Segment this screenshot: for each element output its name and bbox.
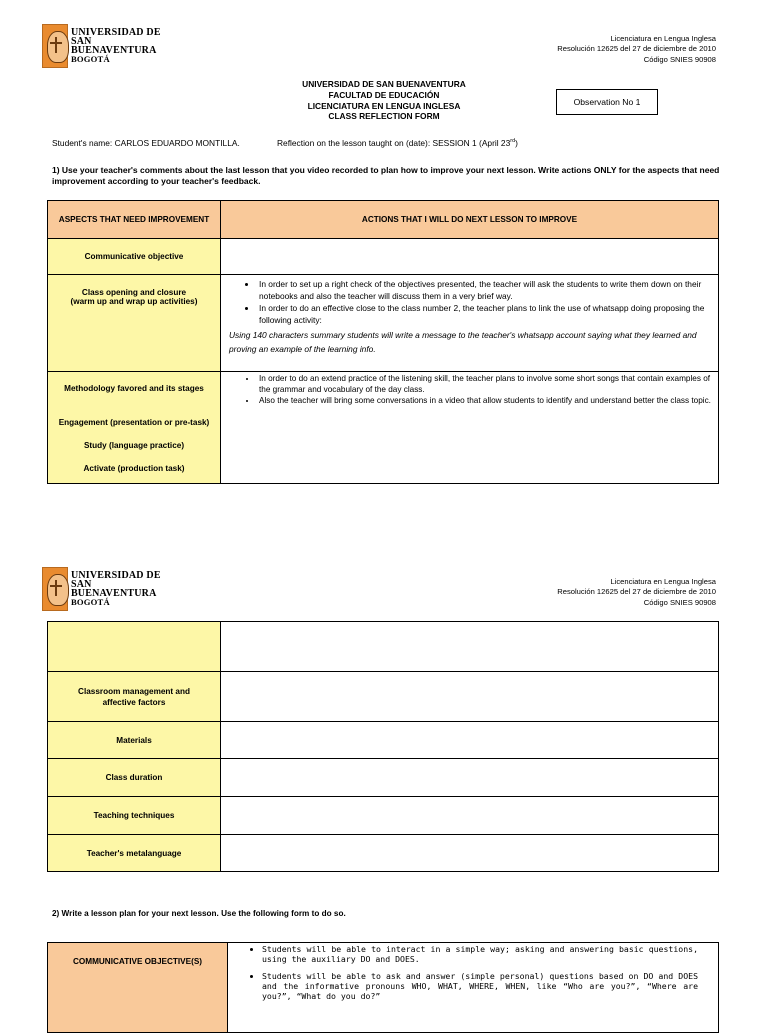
whatsapp-activity: Using 140 characters summary students will write a message to the teacher's whatsapp account saying what they learned and proving an example of the learning info. (229, 330, 697, 354)
reflection-date: Reflection on the lesson taught on (date): SESSION 1 (April 23rd) (277, 138, 518, 148)
list-item: • Also the teacher will bring some conversations in a video that allow students to identify and understand better the class topic. (257, 396, 718, 407)
table-row (48, 943, 719, 1033)
aspect-teaching-techniques: Teaching techniques (48, 797, 221, 835)
objectives-cell[interactable] (228, 943, 719, 1033)
action-list (221, 374, 718, 406)
table-row (48, 672, 719, 722)
improvement-table-continued (47, 621, 719, 872)
action-cell[interactable] (221, 797, 719, 835)
program-info-page2: Licenciatura en Lengua Inglesa Resolución 12625 del 27 de diciembre de 2010 Código SNIES 90908 (557, 577, 716, 607)
aspect-classroom-management: Classroom management and affective factors (48, 672, 221, 722)
table-row (48, 239, 719, 275)
list-item: • In order to do an extend practice of the listening skill, the teacher plans to involve some short songs that contain examples of the grammar and vocabulary of the day class. (257, 374, 718, 396)
table-row (48, 275, 719, 372)
aspect-materials: Materials (48, 722, 221, 759)
table-row (48, 797, 719, 835)
aspect-teacher-metalanguage: Teacher's metalanguage (48, 835, 221, 872)
action-list (221, 278, 718, 326)
list-item: • In order to do an effective close to the class number 2, the teacher plans to link the use of whatsapp doing proposing the following activity: (257, 302, 718, 326)
aspect-class-opening: Class opening and closure (warm up and wrap up activities) (48, 275, 221, 372)
action-cell[interactable] (221, 372, 719, 484)
table-row (48, 372, 719, 484)
university-seal-icon (42, 567, 68, 611)
action-cell[interactable] (221, 835, 719, 872)
action-cell[interactable] (221, 239, 719, 275)
improvement-table (47, 200, 719, 484)
action-cell[interactable] (221, 672, 719, 722)
university-seal-icon (42, 24, 68, 68)
actions-header: ACTIONS THAT I WILL DO NEXT LESSON TO IMPROVE (221, 201, 719, 239)
table-row (48, 722, 719, 759)
university-logo-page2 (42, 565, 164, 613)
lesson-plan-table (47, 942, 719, 1033)
aspect-methodology: Methodology favored and its stages Engagement (presentation or pre-task) Study (language practice) Activate (production task) (48, 372, 221, 484)
question-2: 2) Write a lesson plan for your next lesson. Use the following form to do so. (52, 909, 346, 918)
action-cell[interactable] (221, 622, 719, 672)
observation-number: Observation No 1 (556, 89, 658, 115)
table-row (48, 622, 719, 672)
aspect-class-duration: Class duration (48, 759, 221, 797)
list-item: • In order to set up a right check of the objectives presented, the teacher will ask the students to write them down on their notebooks and also the teacher will discuss them in a very brief way. (257, 278, 718, 302)
action-cell[interactable] (221, 275, 719, 372)
form-title: UNIVERSIDAD DE SAN BUENAVENTURA FACULTAD DE EDUCACIÓN LICENCIATURA EN LENGUA INGLESA CLASS REFLECTION FORM (302, 79, 466, 122)
objectives-list (228, 944, 718, 1001)
communicative-objectives-header: COMMUNICATIVE OBJECTIVE(S) (48, 943, 228, 1033)
list-item: • Students will be able to interact in a simple way; asking and answering basic questions, using the auxiliary DO and DOES. (262, 944, 718, 964)
university-logo (42, 22, 164, 70)
action-cell[interactable] (221, 759, 719, 797)
list-item: • Students will be able to ask and answer (simple personal) questions based on DO and DOES and the informative pronouns WHO, WHAT, WHERE, WHEN, like “Who are you?”, “Where are you?”, “What do you do?” (262, 971, 718, 1001)
logo-text: UNIVERSIDAD DE SAN BUENAVENTURA BOGOTÁ (70, 569, 161, 608)
action-cell[interactable] (221, 722, 719, 759)
logo-text: UNIVERSIDAD DE SAN BUENAVENTURA BOGOTÁ (70, 26, 161, 65)
aspects-header: ASPECTS THAT NEED IMPROVEMENT (48, 201, 221, 239)
aspect-empty (48, 622, 221, 672)
table-row (48, 835, 719, 872)
student-name: Student's name: CARLOS EDUARDO MONTILLA. (52, 138, 240, 148)
question-1: 1) Use your teacher's comments about the last lesson that you video recorded to plan how to improve your next lesson. Write actions ONLY for the aspects that need improvement according to your teacher's feedback. (52, 165, 720, 186)
table-row (48, 759, 719, 797)
table-header-row (48, 201, 719, 239)
program-info: Licenciatura en Lengua Inglesa Resolución 12625 del 27 de diciembre de 2010 Código SNIES 90908 (557, 34, 716, 64)
aspect-communicative-objective: Communicative objective (48, 239, 221, 275)
